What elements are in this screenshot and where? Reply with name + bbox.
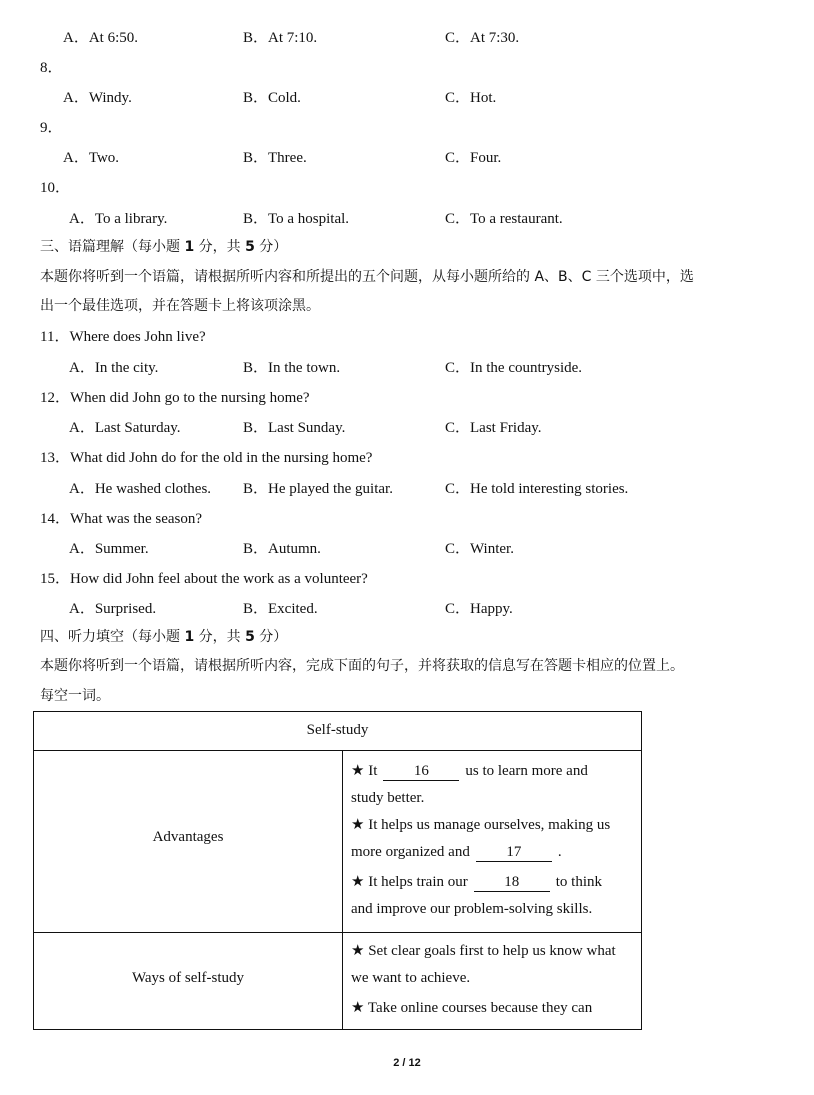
q8-number: 8． <box>40 60 63 76</box>
section4-title-post: 分） <box>254 629 288 645</box>
section4-points-total: 5 <box>245 629 255 645</box>
q9-option-b: B．Three. <box>243 150 307 166</box>
section3-points-each: 1 <box>184 239 195 255</box>
advantages-label: Advantages <box>152 829 224 845</box>
table-header-divider <box>34 750 641 751</box>
section3-instructions-line1: 本题你将听到一个语篇，请根据所听内容和所提出的五个问题，从每小题所给的 A、B、C 三个选项中，选 <box>40 269 694 285</box>
table-row-divider <box>34 932 641 933</box>
way-1-line1: ★ Set clear goals first to help us know what <box>351 943 616 959</box>
way-2-line1: ★ Take online courses because they can <box>351 1000 593 1016</box>
section4-instructions-line1: 本题你将听到一个语篇，请根据所听内容，完成下面的句子，并将获取的信息写在答题卡相应的位置上。 <box>40 658 684 674</box>
section4-instructions-line2: 每空一词。 <box>40 688 110 704</box>
q14-option-c: C．Winter. <box>445 541 514 557</box>
q8-option-a: A．Windy. <box>63 90 132 106</box>
q11-text: 11．Where does John live? <box>40 329 206 345</box>
section4-title <box>40 626 287 646</box>
blank-17: 17 <box>476 844 552 862</box>
section3-title-pre: 三、语篇理解（每小题 <box>40 239 185 255</box>
q12-text: 12．When did John go to the nursing home? <box>40 390 310 406</box>
q15-text: 15．How did John feel about the work as a volunteer? <box>40 571 368 587</box>
section4-points-each: 1 <box>184 629 195 645</box>
section3-title-post: 分） <box>254 239 288 255</box>
advantage-2-line1: ★ It helps us manage ourselves, making us <box>351 817 611 833</box>
advantage-2-line2 <box>351 844 562 862</box>
q15-option-c: C．Happy. <box>445 601 513 617</box>
advantage-1-suffix: us to learn more and <box>465 763 588 779</box>
section3-points-total: 5 <box>245 239 255 255</box>
blank-16: 16 <box>383 763 459 781</box>
q10-option-a: A．To a library. <box>69 211 168 227</box>
q12-option-c: C．Last Friday. <box>445 420 542 436</box>
q11-option-c: C．In the countryside. <box>445 360 583 376</box>
q12-option-b: B．Last Sunday. <box>243 420 346 436</box>
blank-18: 18 <box>474 874 550 892</box>
advantage-3-suffix: to think <box>555 874 603 890</box>
advantage-2-suffix: . <box>557 844 562 860</box>
advantage-3-line1 <box>351 872 602 892</box>
q14-option-b: B．Autumn. <box>243 541 321 557</box>
advantage-1-prefix: ★ It <box>351 763 378 779</box>
q13-option-a: A．He washed clothes. <box>69 481 212 497</box>
q7-option-c: C．At 7:30. <box>445 30 520 46</box>
q7-option-a: A．At 6:50. <box>63 30 139 46</box>
section4-title-mid: 分，共 <box>194 629 246 645</box>
q14-option-a: A．Summer. <box>69 541 149 557</box>
q9-number: 9． <box>40 120 63 136</box>
q8-option-b: B．Cold. <box>243 90 301 106</box>
page-number: 2 / 12 <box>393 1057 421 1069</box>
table-column-divider <box>342 750 343 1029</box>
advantage-1-line1 <box>351 761 588 781</box>
advantage-1-line2: study better. <box>351 790 425 806</box>
q10-option-c: C．To a restaurant. <box>445 211 563 227</box>
advantage-3-prefix: ★ It helps train our <box>351 874 468 890</box>
section3-title-mid: 分，共 <box>194 239 246 255</box>
section4-title-pre: 四、听力填空（每小题 <box>40 629 185 645</box>
table-header: Self-study <box>306 722 369 738</box>
q11-option-b: B．In the town. <box>243 360 341 376</box>
self-study-table <box>33 711 642 1030</box>
way-1-line2: we want to achieve. <box>351 970 471 986</box>
advantage-2-prefix: more organized and <box>351 844 470 860</box>
q15-option-b: B．Excited. <box>243 601 318 617</box>
q12-option-a: A．Last Saturday. <box>69 420 181 436</box>
q9-option-c: C．Four. <box>445 150 502 166</box>
q10-number: 10． <box>40 180 71 196</box>
q15-option-a: A．Surprised. <box>69 601 157 617</box>
q13-text: 13．What did John do for the old in the nursing home? <box>40 450 373 466</box>
advantage-3-line2: and improve our problem-solving skills. <box>351 901 593 917</box>
section3-instructions-line2: 出一个最佳选项，并在答题卡上将该项涂黑。 <box>40 298 320 314</box>
section3-title <box>40 236 287 256</box>
ways-label: Ways of self-study <box>131 970 245 986</box>
q9-option-a: A．Two. <box>63 150 120 166</box>
q13-option-c: C．He told interesting stories. <box>445 481 629 497</box>
q14-text: 14．What was the season? <box>40 511 203 527</box>
q10-option-b: B．To a hospital. <box>243 211 350 227</box>
q13-option-b: B．He played the guitar. <box>243 481 393 497</box>
q8-option-c: C．Hot. <box>445 90 497 106</box>
q11-option-a: A．In the city. <box>69 360 159 376</box>
q7-option-b: B．At 7:10. <box>243 30 318 46</box>
